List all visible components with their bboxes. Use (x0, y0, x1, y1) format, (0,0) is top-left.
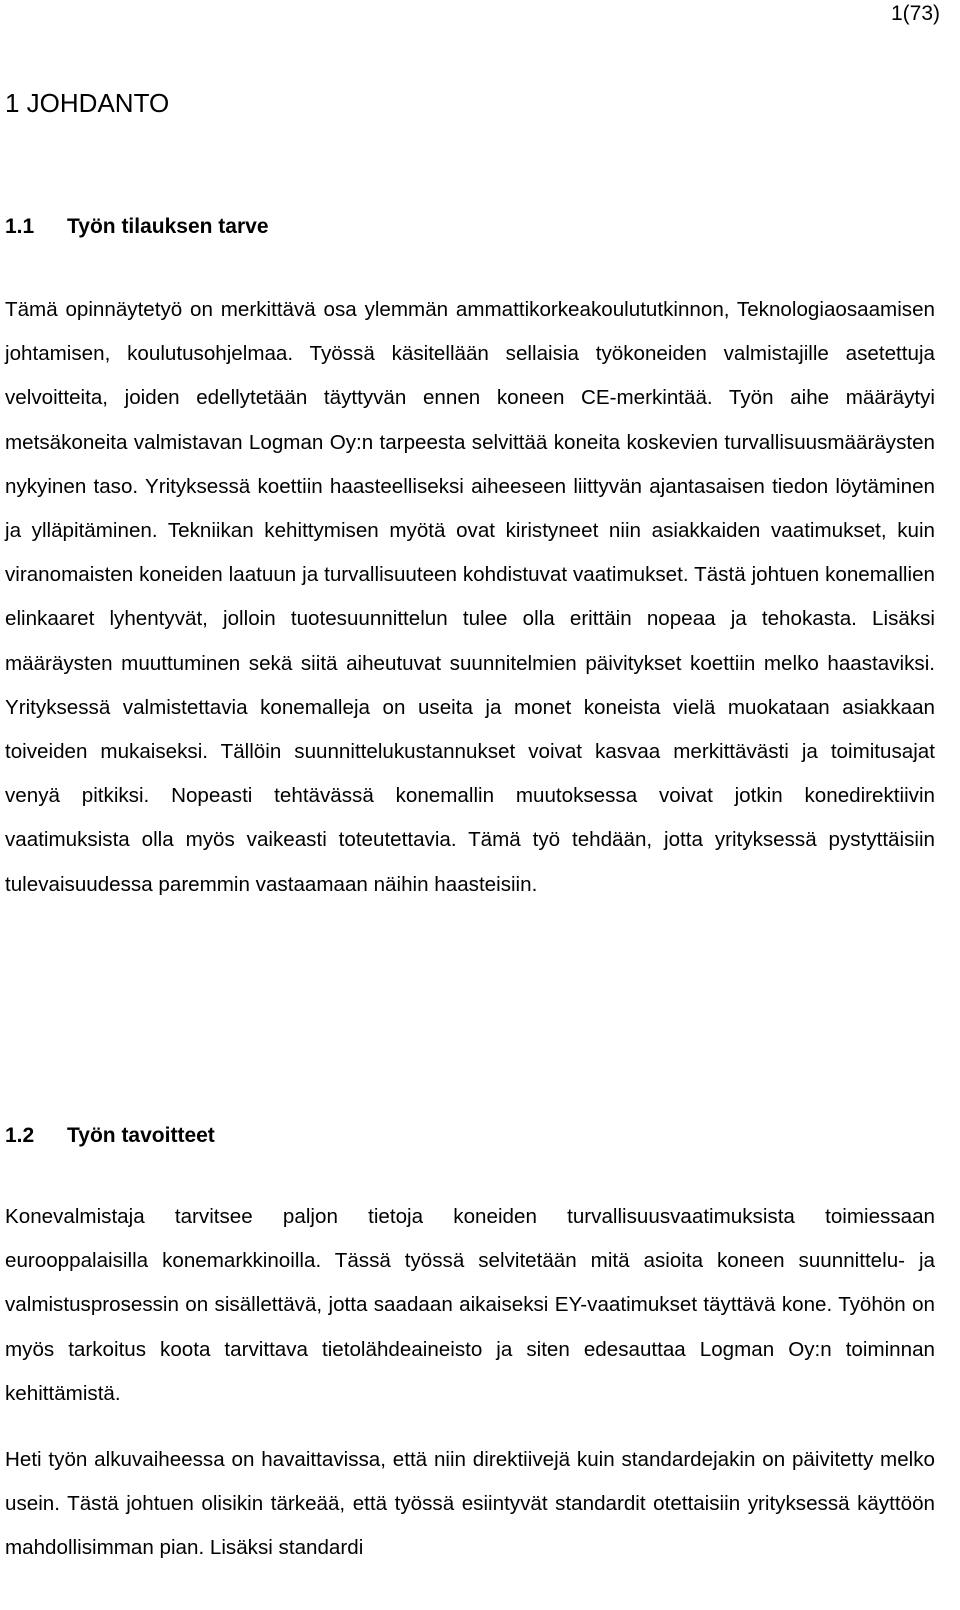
section-number: 1.2 (5, 1124, 35, 1147)
section-1-2-paragraph-2: Heti työn alkuvaiheessa on havaittavissa, että niin direktiivejä kuin standardejakin on päivitetty melko usein. Tästä johtuen olisikin tärkeää, että työssä esiintyvät standardit otettaisiin yrityksessä käyttöön mahdollisimman pian. Lisäksi standardi (5, 1448, 935, 1560)
chapter-heading: 1 JOHDANTO (5, 88, 170, 118)
section-heading-1-1 (5, 213, 269, 241)
section-1-2-paragraph-1: Konevalmistaja tarvitsee paljon tietoja koneiden turvallisuusvaatimuksista toimiessaan eurooppalaisilla konemarkkinoilla. Tässä työssä selvitetään mitä asioita koneen suunnittelu- ja valmistusprosessin on sisällettävä, jotta saadaan aikaiseksi EY-vaatimukset täyttävä kone. Työhön on myös tarkoitus koota tarvittava tietolähdeaineisto ja siten edesauttaa Logman Oy:n toiminnan kehittämistä. (5, 1205, 935, 1405)
section-title: Työn tilauksen tarve (67, 215, 269, 238)
section-title: Työn tavoitteet (67, 1124, 215, 1147)
section-number: 1.1 (5, 215, 35, 238)
section-heading-1-2 (5, 1122, 215, 1150)
section-1-1-paragraph: Tämä opinnäytetyö on merkittävä osa ylemmän ammattikorkeakoulututkinnon, Teknologiaosaamisen johtamisen, koulutusohjelmaa. Työssä käsitellään sellaisia työkoneiden valmistajille asetettuja velvoitteita, joiden edellytetään täyttyvän ennen koneen CE-merkintää. Työn aihe määräytyi metsäkoneita valmistavan Logman Oy:n tarpeesta selvittää koneita koskevien turvallisuusmääräysten nykyinen taso. Yrityksessä koettiin haasteelliseksi aiheeseen liittyvän ajantasaisen tiedon löytäminen ja ylläpitäminen. Tekniikan kehittymisen myötä ovat kiristyneet niin asiakkaiden vaatimukset, kuin viranomaisten koneiden laatuun ja turvallisuuteen kohdistuvat vaatimukset. Tästä johtuen konemallien elinkaaret lyhentyvät, jolloin tuotesuunnittelun tulee olla erittäin nopeaa ja tehokasta. Lisäksi määräysten muuttuminen sekä siitä aiheutuvat suunnitelmien päivitykset koettiin melko haastaviksi. Yrityksessä valmistettavia konemalleja on useita ja monet koneista vielä muokataan asiakkaan toiveiden mukaiseksi. Tällöin suunnittelukustannukset voivat kasvaa merkittävästi ja toimitusajat venyä pitkiksi. Nopeasti tehtävässä konemallin muutoksessa voivat jotkin konedirektiivin vaatimuksista olla myös vaikeasti toteutettavia. Tämä työ tehdään, jotta yrityksessä pystyttäisiin tulevaisuudessa paremmin vastaamaan näihin haasteisiin. (5, 298, 935, 896)
page-number: 1(73) (890, 2, 940, 25)
